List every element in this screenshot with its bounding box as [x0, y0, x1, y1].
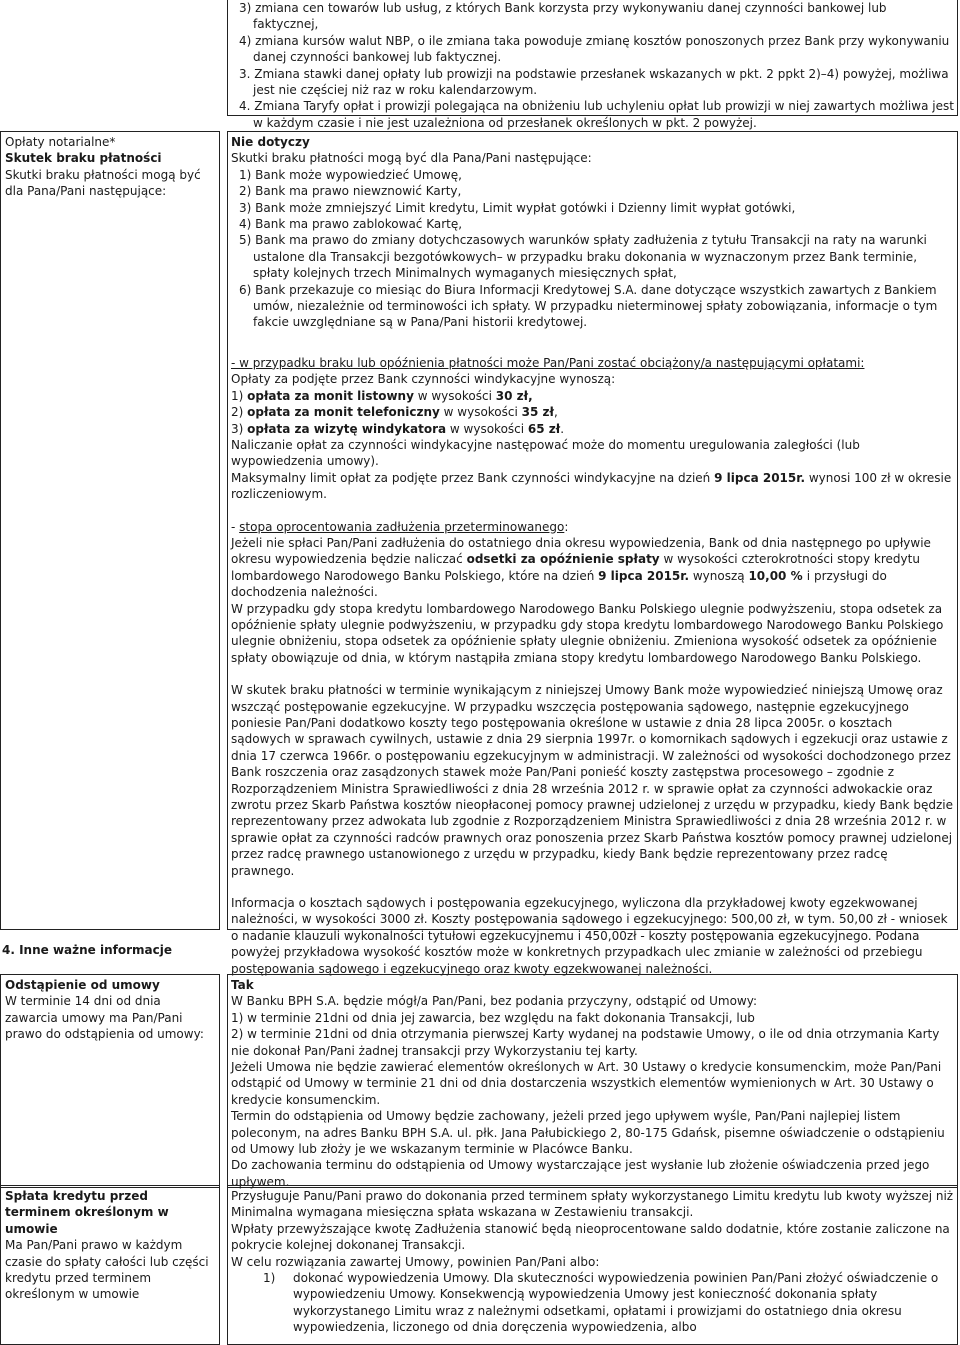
- fee-item-visit: 3) opłata za wizytę windykatora w wysokości 65 zł.: [231, 421, 565, 436]
- consequence-item: 6) Bank przekazuje co miesiąc do Biura Informacji Kredytowej S.A. dane dotyczące wszystkich zawartych z Bankiem umów, niezależnie od terminowości ich spłaty. W przypadku nieterminowej spłaty zobowiązania, informacje o tym fakcie uwzględniane są w Pana/Pani historii kredytowej.: [239, 282, 938, 330]
- early-repayment-label-cell: [0, 1185, 220, 1345]
- withdrawal-row: [0, 974, 960, 1188]
- change-item-3: 3) zmiana cen towarów lub usług, z których Bank korzysta przy wykonywaniu danej czynności bankowej lub faktycznej,: [239, 1, 887, 32]
- consequence-item: 1) Bank może wypowiedzieć Umowę,: [239, 167, 462, 182]
- withdrawal-content: [227, 974, 958, 1188]
- change-item-4: 4) zmiana kursów walut NBP, o ile zmiana taka powoduje zmianę kosztów ponoszonych przez Bank przy wykonywaniu danej czynności bankowej lub faktycznej.: [239, 33, 950, 65]
- fee-item-phone: 2) opłata za monit telefoniczny w wysokości 35 zł,: [231, 405, 558, 420]
- withdrawal-p3: 2) w terminie 21dni od dnia otrzymania pierwszej Karty wydanej na podstawie Umowy, o ile od dnia otrzymania Karty nie dokonał Pan/Pani żadnej transakcji przy Wykorzystaniu tej karty.: [231, 1027, 940, 1058]
- withdrawal-p1: W Banku BPH S.A. będzie mógł/a Pan/Pani, bez podania przyczyny, odstąpić od Umowy:: [231, 994, 758, 1009]
- withdrawal-answer: Tak: [231, 978, 254, 992]
- fee-change-cell: [227, 0, 958, 130]
- consequence-item: 5) Bank ma prawo do zmiany dotychczasowych warunków spłaty zadłużenia z tytułu Transakcji na raty na warunki ustalone dla Transakcji bezgotówkowych– w przypadku braku dokonania w wyznaczonym przez Bank terminie, spłaty kolejnych trzech Minimalnych wymaganych miesięcznych spłat,: [239, 233, 927, 281]
- rate-heading: - stopa oprocentowania zadłużenia przeterminowanego:: [231, 519, 569, 534]
- rate-paragraph-1: Jeżeli nie spłaci Pan/Pani zadłużenia do ostatniego dnia okresu wypowiedzenia, Bank od dnia następnego po upływie okresu wypowiedzenia będzie naliczać odsetki za opóźnienie spłaty w wysokości czterokrotności stopy kredytu lombardowego Narodowego Banku Polskiego, które na dzień 9 lipca 2015r. wynoszą 10,00 % i przysługi do dochodzenia należności.: [231, 535, 931, 600]
- fees-heading: - w przypadku braku lub opóźnienia płatności może Pan/Pani zostać obciążony/a następującymi opłatami:: [231, 355, 865, 370]
- example-costs-paragraph: Informacja o kosztach sądowych i postępowania egzekucyjnego, wyliczona dla przykładowej kwoty egzekwowanej należności, w wysokości 3000 zł. Koszty postępowania sądowego i egzekucyjnego: 500,00 zł, w tym. 50,00 zł - wniosek o nadanie klauzuli wykonalności tytułowi egzekucyjnemu i 450,00zł - koszty postępowania egzekucyjnego. Podana powyżej przykładowa wysokość kosztów może w konkretnych przypadkach ulec zmianie w zależności od przebiegu postępowania sądowego i egzekucyjnego oraz kwoty egzekwowanej należności.: [231, 896, 948, 976]
- not-applicable-text: Nie dotyczy: [231, 135, 310, 149]
- withdrawal-label-cell: [0, 974, 220, 1188]
- point-3: 3. Zmiana stawki danej opłaty lub prowizji na podstawie przesłanek wskazanych w pkt. 2 ppkt 2)–4) powyżej, możliwa jest nie częściej niż raz w roku kalendarzowym.: [239, 66, 949, 98]
- withdrawal-p4: Jeżeli Umowa nie będzie zawierać elementów określonych w Art. 30 Ustawy o kredycie konsumenckim, może Pan/Pani odstąpić od Umowy w terminie 21 dni od dnia dostarczenia wszystkich elementów wymienionych w Art. 30 Ustawy o kredycie konsumenckim.: [231, 1060, 942, 1107]
- consequence-item: 2) Bank ma prawo niewznowić Karty,: [239, 184, 462, 199]
- notary-fees-label: Opłaty notarialne*: [5, 135, 116, 149]
- fees-intro: Opłaty za podjęte przez Bank czynności windykacyjne wynoszą:: [231, 372, 616, 387]
- payment-consequences-desc: Skutki braku płatności mogą być dla Pana/Pani następujące:: [5, 167, 201, 199]
- withdrawal-p2: 1) w terminie 21dni od dnia jej zawarcia, bez względu na fakt dokonania Transakcji, lub: [231, 1010, 755, 1025]
- withdrawal-desc: W terminie 14 dni od dnia zawarcia umowy ma Pan/Pani prawo do odstąpienia od umowy:: [5, 994, 204, 1042]
- fee-change-row: [0, 0, 960, 130]
- repayment-item-1: 1) dokonać wypowiedzenia Umowy. Dla skuteczności wypowiedzenia powinien Pan/Pani złożyć oświadczenie o wypowiedzeniu Umowy. Konsekwencją wypowiedzenia Umowy jest konieczność dokonania spłaty wykorzystanego Limitu wraz z należnymi odsetkami, opłatami i prowizjami do ostatniego dnia okresu wypowiedzenia, liczonego od dnia doręczenia wypowiedzenia, albo: [263, 1271, 939, 1335]
- withdrawal-heading: Odstąpienie od umowy: [5, 978, 160, 992]
- payment-consequences-heading: Skutek braku płatności: [5, 151, 162, 166]
- early-repayment-content: [227, 1185, 958, 1345]
- withdrawal-p6: Do zachowania terminu do odstąpienia od Umowy wystarczające jest wysłanie lub złożenie oświadczenia przed jego upływem.: [231, 1158, 930, 1189]
- point-4: 4. Zmiana Taryfy opłat i prowizji polegająca na obniżeniu lub uchyleniu opłat lub prowizji w niej zawartych możliwa jest w każdym czasie i nie jest uzależniona od przesłanek określonych w pkt. 2 powyżej.: [239, 99, 954, 130]
- court-costs-paragraph: W skutek braku płatności w terminie wynikającym z niniejszej Umowy Bank może wypowiedzieć niniejszą Umowę oraz wszcząć postępowanie egzekucyjne. W przypadku wszczęcia postępowania sądowego, następnie egzekucyjnego poniesie Pan/Pani dodatkowo koszty tego postępowania określone w ustawie z dnia 28 lipca 2005r. o kosztach sądowych w sprawach cywilnych, ustawie z dnia 29 sierpnia 1997r. o komornikach sądowych i egzekucji oraz ustawie z dnia 17 czerwca 1966r. o postępowaniu egzekucyjnym w administracji. W zależności od wysokości dochodzonego przez Bank roszczenia oraz zasądzonych stawek może Pan/Pani ponieść koszty zastępstwa procesowego – zgodnie z Rozporządzeniem Ministra Sprawiedliwości z dnia 28 września 2012 r. w sprawie opłat za czynności adwokackie oraz zwrotu przez Skarb Państwa kosztów nieopłaconej pomocy prawnej udzielonej z urzędu w przypadku, kiedy Bank będzie reprezentowany przez adwokata lub zgodnie z Rozporządzeniem Ministra Sprawiedliwości z dnia 28 września 2012 r. w sprawie opłat za czynności radców prawnych oraz ponoszenia przez Skarb Państwa kosztów pomocy prawnej udzielonej przez radcę prawnego ustanowionego z urzędu w przypadku, kiedy Bank będzie reprezentowany przez radcę prawnego.: [231, 683, 954, 878]
- repayment-p2: Wpłaty przewyższające kwotę Zadłużenia stanowić będą nieoprocentowane saldo dodatnie, które zostanie zaliczone na pokrycie kolejnej dokonanej Transakcji.: [231, 1221, 950, 1253]
- consequences-intro: Skutki braku płatności mogą być dla Pana/Pani następujące:: [231, 151, 592, 166]
- early-repayment-row: [0, 1185, 960, 1345]
- payment-consequences-label-cell: [0, 131, 220, 930]
- withdrawal-p5: Termin do odstąpienia od Umowy będzie zachowany, jeżeli przed jego upływem wyśle, Pan/Pani najlepiej listem poleconym, na adres Banku BPH S.A. ul. płk. Jana Pałubickiego 2, 80-175 Gdańsk, pisemne oświadczenie o odstąpieniu od Umowy lub złoży je we wskazanym terminie w Placówce Banku.: [231, 1109, 945, 1157]
- early-repayment-heading: Spłata kredytu przed terminem określonym w umowie: [5, 1189, 169, 1236]
- consequence-item: 3) Bank może zmniejszyć Limit kredytu, Limit wypłat gotówki i Dzienny limit wypłat gotówki,: [239, 200, 796, 215]
- section-title: 4. Inne ważne informacje: [2, 943, 172, 957]
- payment-consequences-content: [227, 131, 958, 976]
- rate-paragraph-2: W przypadku gdy stopa kredytu lombardowego Narodowego Banku Polskiego ulegnie podwyższeniu, stopa odsetek za opóźnienie spłaty ulegnie podwyższeniu, w przypadku gdy stopa kredytu lombardowego Narodowego Banku Polskiego ulegnie obniżeniu, stopa odsetek za opóźnienie spłaty ulegnie obniżeniu. Zmieniona wysokość odsetek za opóźnienie spłaty obowiązuje od dnia, w którym nastąpiła zmiana stopy kredytu lombardowego Narodowego Banku Polskiego.: [231, 601, 944, 665]
- repayment-p3: W celu rozwiązania zawartej Umowy, powinien Pan/Pani albo:: [231, 1254, 600, 1269]
- fee-item-letter: 1) opłata za monit listowny w wysokości 30 zł,: [231, 388, 533, 403]
- consequence-item: 4) Bank ma prawo zablokować Kartę,: [239, 217, 463, 232]
- fees-max-limit: Maksymalny limit opłat za podjęte przez Bank czynności windykacyjne na dzień 9 lipca 2015r. wynosi 100 zł w okresie rozliczeniowym.: [231, 470, 952, 502]
- early-repayment-desc: Ma Pan/Pani prawo w każdym czasie do spłaty całości lub części kredytu przed terminem określonym w umowie: [5, 1238, 209, 1302]
- fees-note: Naliczanie opłat za czynności windykacyjne następować może do momentu uregulowania zaległości (lub wypowiedzenia umowy).: [231, 437, 860, 469]
- repayment-p1: Przysługuje Panu/Pani prawo do dokonania przed terminem spłaty wykorzystanego Limitu kredytu lub kwoty wyższej niż Minimalna wymagana miesięczna spłata wskazana w Zestawieniu transakcji.: [231, 1189, 954, 1220]
